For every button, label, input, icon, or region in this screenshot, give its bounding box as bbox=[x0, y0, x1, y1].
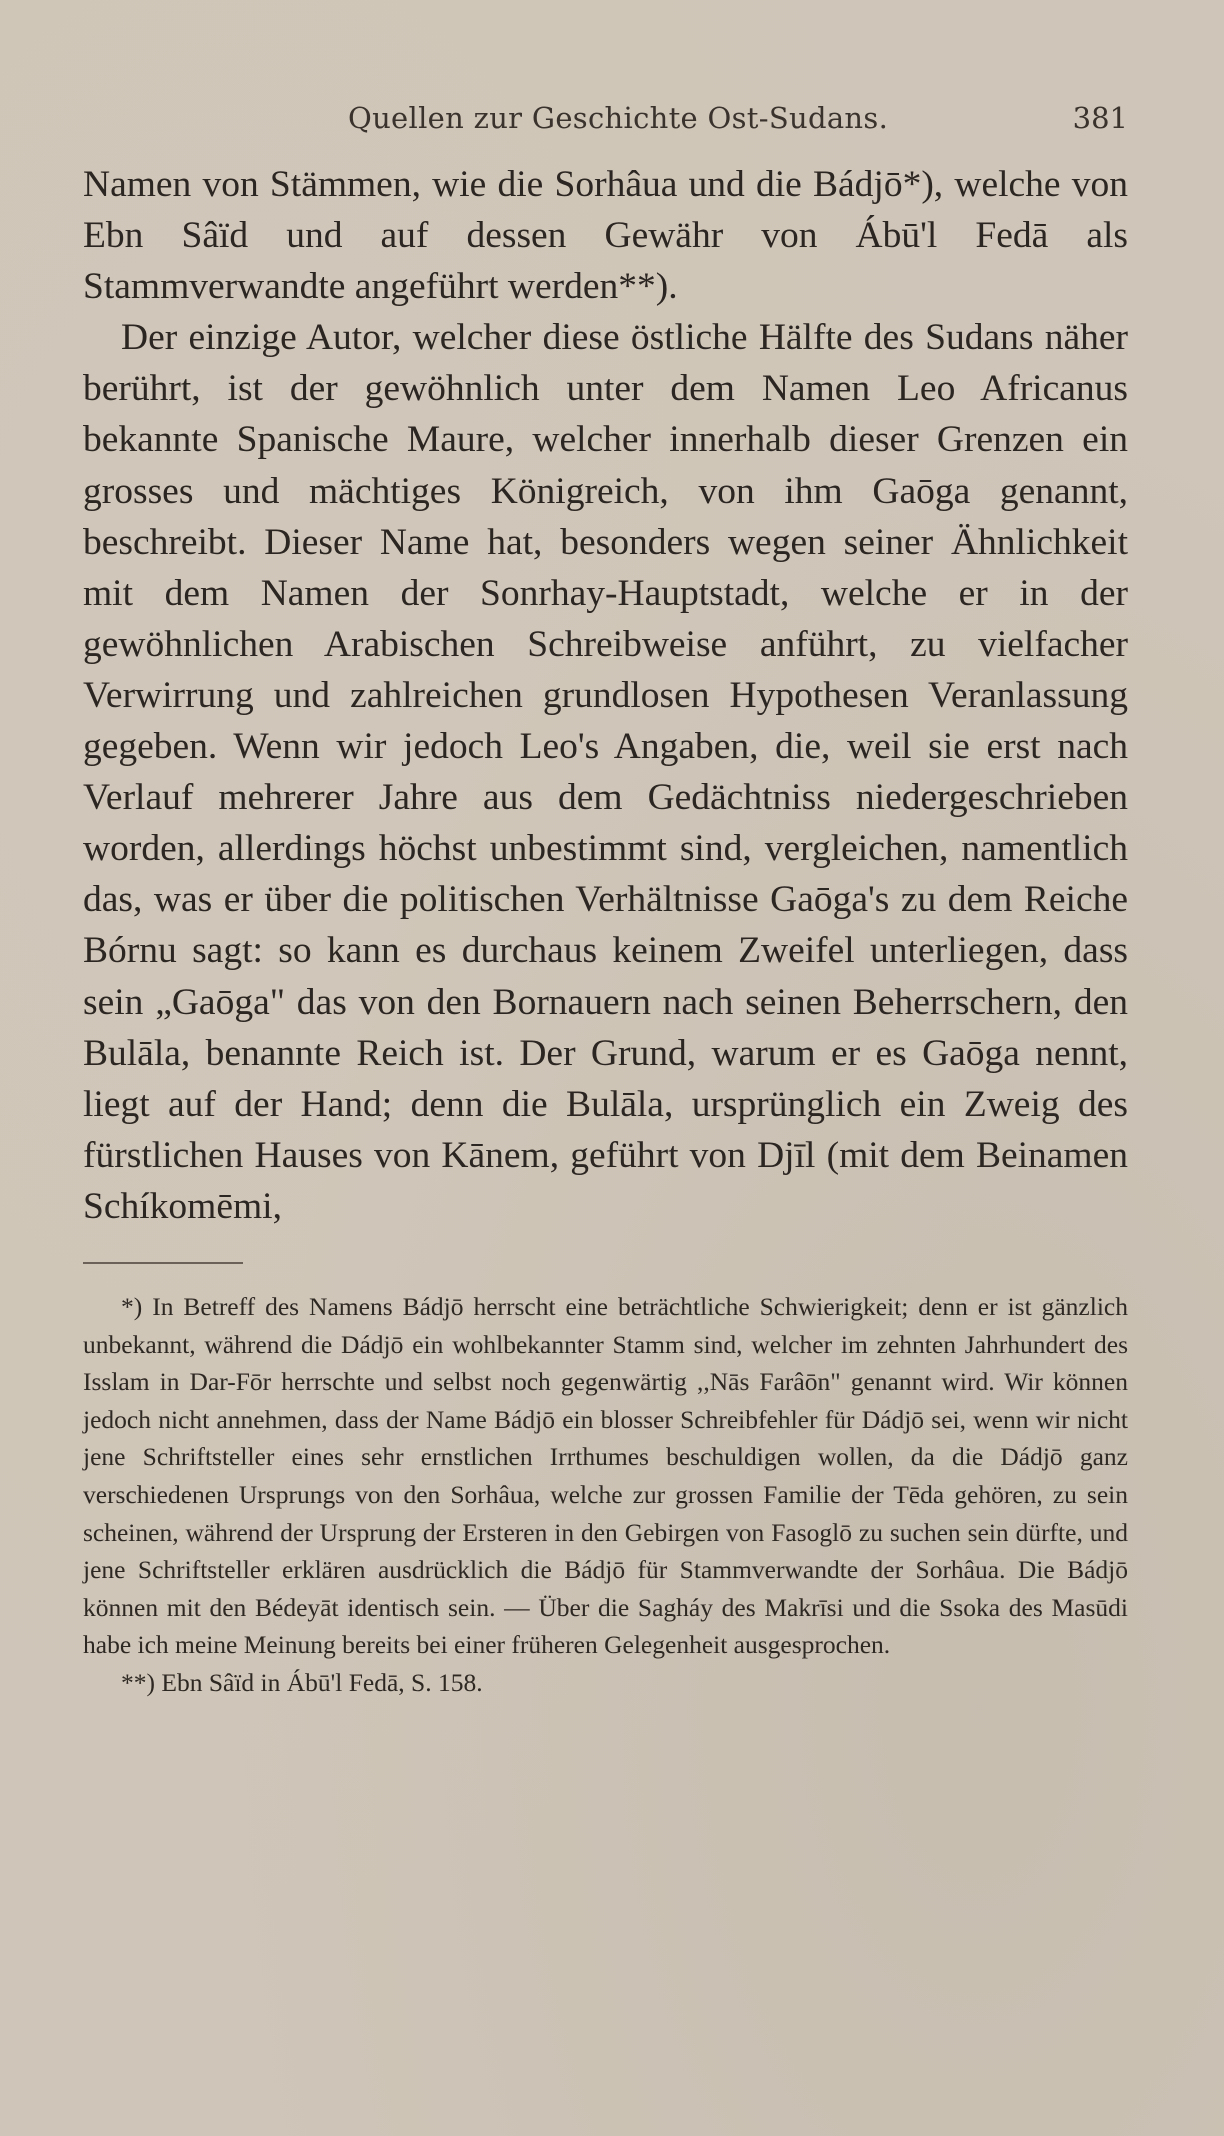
paragraph: Der einzige Autor, welcher diese östliche Hälfte des Sudans näher berührt, ist der gewöhnlich unter dem Namen Leo Africanus bekannte Spanische Maure, welcher innerhalb dieser Grenzen ein grosses und mächtiges Königreich, von ihm Gaōga genannt, beschreibt. Dieser Name hat, besonders wegen seiner Ähnlichkeit mit dem Namen der Sonrhay-Hauptstadt, welche er in der gewöhnlichen Arabischen Schreibweise anführt, zu vielfacher Verwirrung und zahlreichen grundlosen Hypothesen Veranlassung gegeben. Wenn wir jedoch Leo's Angaben, die, weil sie erst nach Verlauf mehrerer Jahre aus dem Gedächtniss niedergeschrieben worden, allerdings höchst unbestimmt sind, vergleichen, namentlich das, was er über die politischen Verhältnisse Gaōga's zu dem Reiche Bórnu sagt: so kann es durchaus keinem Zweifel unterliegen, dass sein „Gaōga" das von den Bornauern nach seinen Beherrschern, den Bulāla, benannte Reich ist. Der Grund, warum er es Gaōga nennt, liegt auf der Hand; denn die Bulāla, ursprünglich ein Zweig des fürstlichen Hauses von Kānem, geführt von Djīl (mit dem Beinamen Schíkomēmi, bbox=[83, 317, 1128, 1227]
running-head bbox=[83, 95, 1128, 143]
footnotes bbox=[83, 1288, 1128, 1702]
main-text bbox=[83, 159, 1128, 1232]
footnote-2: **) Ebn Sâïd in Ábū'l Fedā, S. 158. bbox=[121, 1667, 483, 1697]
paragraph-continuation: Namen von Stämmen, wie die Sorhâua und die Bádjō*), welche von Ebn Sâïd und auf dessen Gewähr von Ábū'l Fedā als Stammverwandte angeführt werden**). bbox=[83, 164, 1128, 308]
book-page bbox=[83, 95, 1128, 1702]
footnote-rule bbox=[83, 1262, 243, 1264]
page-number: 381 bbox=[1072, 101, 1128, 135]
footnote-1: *) In Betreff des Namens Bádjō herrscht eine beträchtliche Schwierigkeit; denn er ist gänzlich unbekannt, während die Dádjō ein wohlbekannter Stamm sind, welcher im zehnten Jahrhundert des Isslam in Dar-Fōr herrschte und selbst noch gegenwärtig ,,Nās Farâōn" genannt wird. Wir können jedoch nicht annehmen, dass der Name Bádjō ein blosser Schreibfehler für Dádjō sei, wenn wir nicht jene Schriftsteller eines sehr ernstlichen Irrthumes beschuldigen wollen, da die Dádjō ganz verschiedenen Ursprungs von den Sorhâua, welche zur grossen Familie der Tēda gehören, zu sein scheinen, während der Ursprung der Ersteren in den Gebirgen von Fasoglō zu suchen sein dürfte, und jene Schriftsteller erklären ausdrücklich die Bádjō für Stammverwandte der Sorhâua. Die Bádjō können mit den Bédeyāt identisch sein. — Über die Sagháy des Makrīsi und die Ssoka des Masūdi habe ich meine Meinung bereits bei einer früheren Gelegenheit ausgesprochen. bbox=[83, 1291, 1128, 1660]
running-head-title: Quellen zur Geschichte Ost-Sudans. bbox=[348, 101, 889, 135]
